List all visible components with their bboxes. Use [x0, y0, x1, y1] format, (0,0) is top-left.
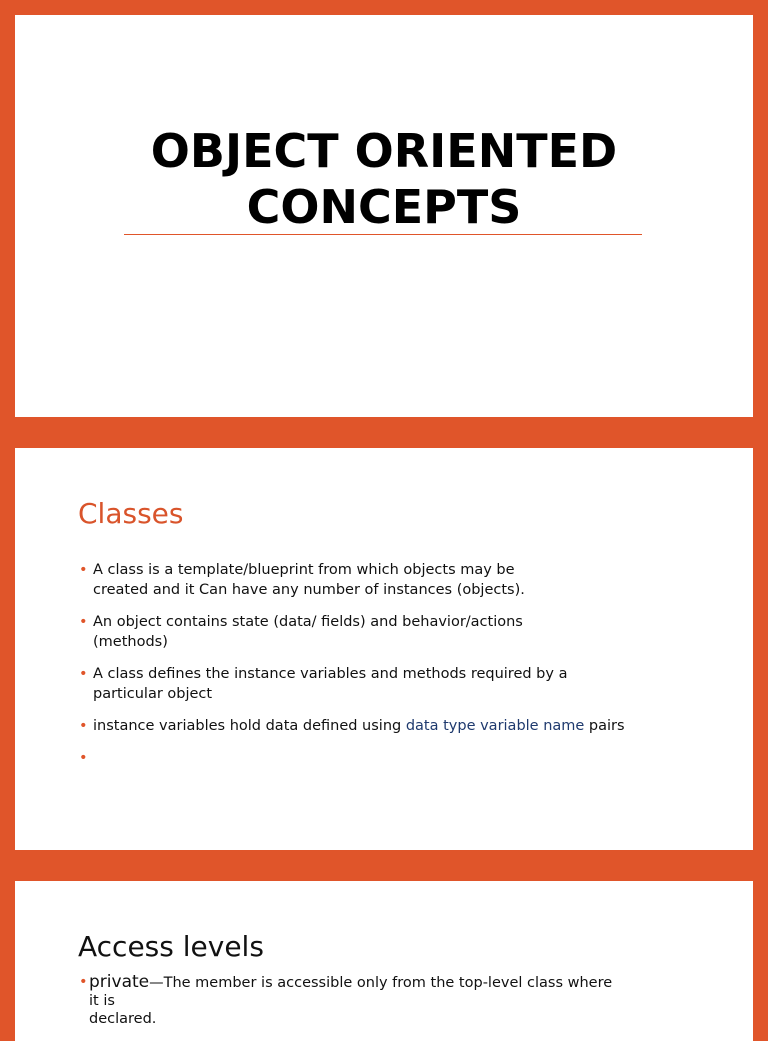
bullet-icon: • — [79, 614, 88, 630]
slide-title-heading — [15, 123, 753, 235]
bullet-text-line: created and it Can have any number of instances (objects). — [93, 582, 525, 598]
title-line-2: CONCEPTS — [246, 180, 522, 234]
bullet-text-highlight: data type variable name — [405, 718, 585, 734]
classes-heading: Classes — [78, 497, 184, 530]
access-keyword: private — [89, 972, 150, 992]
access-levels-list — [79, 973, 699, 1028]
slide-classes — [15, 448, 753, 850]
bullet-text-prefix: instance variables hold data defined using — [93, 718, 406, 734]
bullet-icon: • — [79, 718, 88, 734]
bullet-text-line: A class defines the instance variables and methods required by a — [93, 666, 568, 682]
classes-bullet-list — [79, 560, 699, 780]
slide-access-levels — [15, 881, 753, 1041]
list-item — [79, 664, 699, 704]
access-description-line: declared. — [89, 1011, 157, 1027]
access-description-line: it is — [89, 993, 115, 1009]
bullet-text-line: An object contains state (data/ fields) and behavior/actions — [93, 614, 523, 630]
bullet-text-suffix: pairs — [584, 718, 625, 734]
bullet-text-line: (methods) — [93, 634, 168, 650]
list-item-empty — [79, 748, 699, 768]
bullet-icon: • — [79, 666, 88, 682]
slide-title — [15, 15, 753, 417]
bullet-text-line: particular object — [93, 686, 213, 702]
bullet-icon: • — [79, 562, 88, 578]
list-item — [79, 560, 699, 600]
access-levels-heading: Access levels — [78, 930, 264, 963]
title-line-1: OBJECT ORIENTED — [150, 124, 618, 178]
bullet-text-line: A class is a template/blueprint from which objects may be — [93, 562, 515, 578]
access-description: —The member is accessible only from the top-level class where — [149, 975, 613, 991]
bullet-icon: • — [79, 974, 88, 990]
list-item — [79, 716, 699, 736]
list-item — [79, 612, 699, 652]
bullet-icon: • — [79, 750, 88, 766]
title-divider — [124, 234, 642, 235]
list-item — [79, 973, 699, 1028]
